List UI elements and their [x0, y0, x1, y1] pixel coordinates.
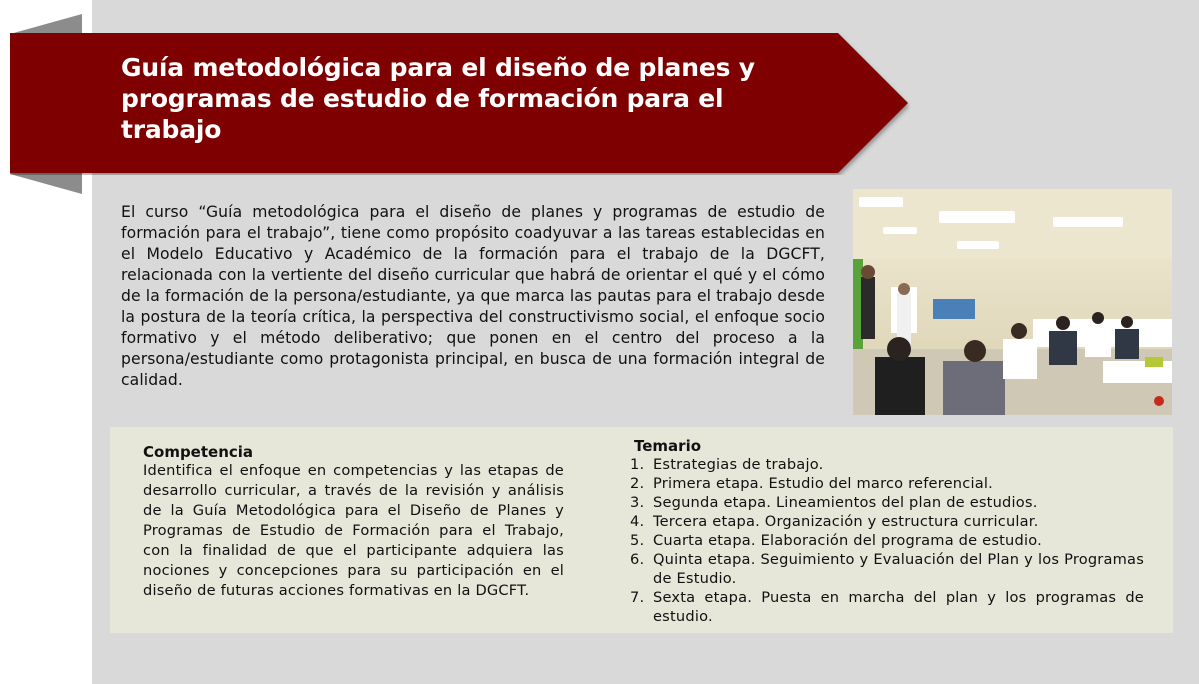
temario-item — [630, 550, 1144, 588]
temario-heading: Temario — [634, 437, 702, 455]
temario-item-text: Tercera etapa. Organización y estructura curricular. — [653, 513, 1039, 530]
temario-item — [630, 493, 1144, 512]
temario-item — [630, 531, 1144, 550]
workshop-photo — [853, 189, 1172, 415]
temario-item — [630, 588, 1144, 626]
temario-item-text: Sexta etapa. Puesta en marcha del plan y los programas de estudio. — [653, 589, 1144, 625]
temario-item-text: Cuarta etapa. Elaboración del programa de estudio. — [653, 532, 1042, 549]
temario-item-number: 7. — [630, 589, 645, 606]
temario-section — [630, 437, 1144, 626]
temario-item — [630, 512, 1144, 531]
temario-item-text: Estrategias de trabajo. — [653, 456, 824, 473]
temario-item-number: 4. — [630, 513, 645, 530]
temario-item-text: Primera etapa. Estudio del marco referencial. — [653, 475, 993, 492]
course-description: El curso “Guía metodológica para el diseño de planes y programas de estudio de formación para el trabajo”, tiene como propósito coadyuvar a las tareas establecidas en el Modelo Educativo y Académico de la formación para el trabajo de la DGCFT, relacionada con la vertiente del diseño curricular que habrá de orientar el qué y el cómo de la formación de la persona/estudiante, ya que marca las pautas para el trabajo desde la postura de la teoría crítica, la perspectiva del constructivismo social, el enfoque socio formativo y el método deliberativo; que ponen en el centro del proceso a la persona/estudiante como protagonista principal, en busca de una formación integral de calidad. — [121, 203, 825, 389]
competencia-heading: Competencia — [143, 443, 254, 461]
temario-item-text: Quinta etapa. Seguimiento y Evaluación del Plan y los Programas de Estudio. — [653, 551, 1144, 587]
temario-item-text: Segunda etapa. Lineamientos del plan de estudios. — [653, 494, 1038, 511]
page-title: Guía metodológica para el diseño de planes y programas de estudio de formación para el trabajo — [121, 53, 755, 144]
temario-item — [630, 474, 1144, 493]
temario-item-number: 2. — [630, 475, 645, 492]
temario-list — [630, 455, 1144, 626]
temario-item-number: 6. — [630, 551, 645, 568]
temario-item-number: 1. — [630, 456, 645, 473]
competencia-text: Identifica el enfoque en competencias y las etapas de desarrollo curricular, a través de la revisión y análisis de la Guía Metodológica para el Diseño de Planes y Programas de Estudio de Formación para el Trabajo, con la finalidad de que el participante adquiera las nociones y concepciones para su participación en el diseño de futuras acciones formativas en la DGCFT. — [143, 462, 564, 599]
temario-item-number: 3. — [630, 494, 645, 511]
competencia-section — [143, 443, 564, 601]
temario-item — [630, 455, 1144, 474]
temario-item-number: 5. — [630, 532, 645, 549]
